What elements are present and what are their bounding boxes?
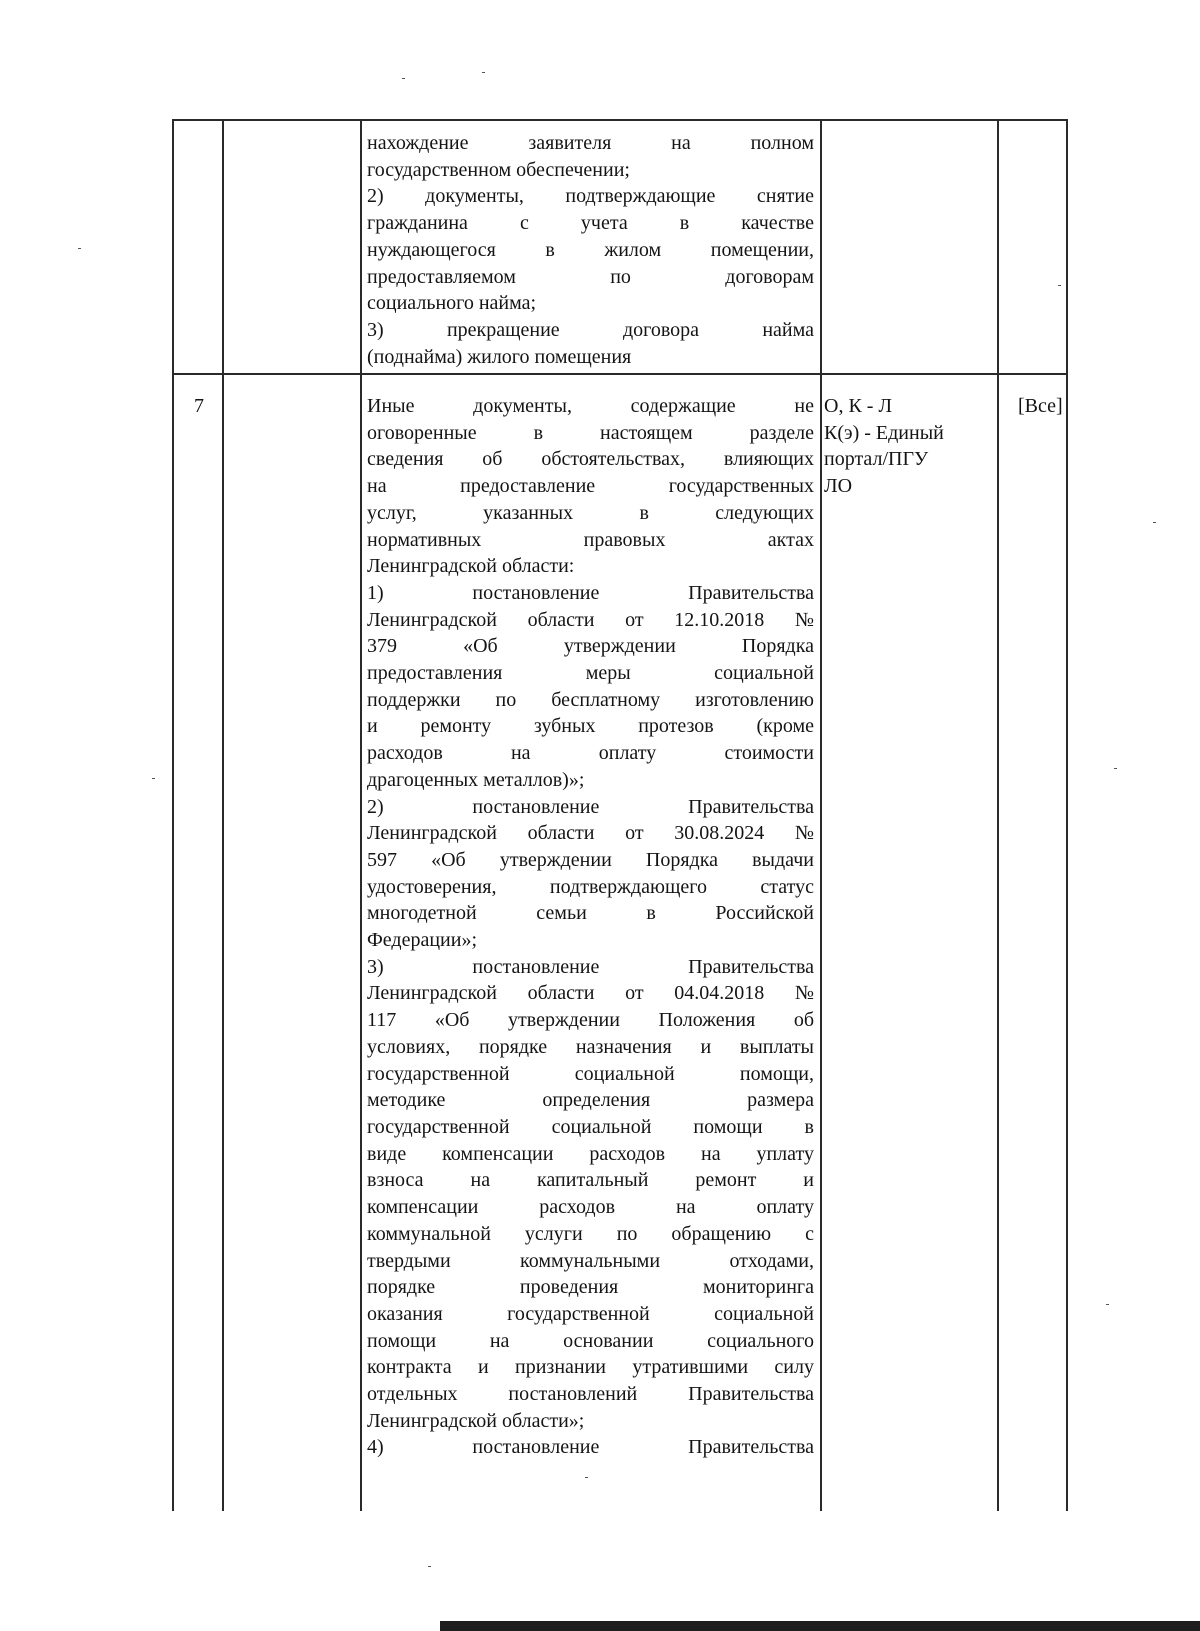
text-line: и ремонту зубных протезов (кроме: [367, 715, 814, 738]
text-line: Ленинградской области от 04.04.2018 №: [367, 982, 814, 1005]
scan-edge-bar: [440, 1621, 1200, 1631]
text-line: 2) постановление Правительства: [367, 795, 814, 818]
scan-speck: [1153, 522, 1156, 523]
row-divider: [172, 373, 1068, 375]
text-line: 3) постановление Правительства: [367, 955, 814, 978]
category-cell: [Все]: [1018, 395, 1063, 417]
table-left-border: [172, 119, 174, 1511]
text-line: 3) прекращение договора найма: [367, 318, 814, 341]
text-line: гражданина с учета в качестве: [367, 212, 814, 235]
text-line: поддержки по бесплатному изготовлению: [367, 688, 814, 711]
text-line: Ленинградской области:: [367, 555, 575, 578]
form-line: портал/ПГУ: [824, 448, 929, 471]
text-line: предоставляемом по договорам: [367, 265, 814, 288]
text-line: государственном обеспечении;: [367, 158, 630, 181]
text-line: нуждающегося в жилом помещении,: [367, 238, 814, 261]
text-line: Ленинградской области от 12.10.2018 №: [367, 608, 814, 631]
scan-speck: [78, 248, 81, 249]
text-line: Федерации»;: [367, 929, 478, 952]
scan-speck: [1058, 285, 1061, 286]
text-line: помощи на основании социального: [367, 1329, 814, 1352]
table-right-border: [1066, 119, 1068, 1511]
text-line: нормативных правовых актах: [367, 528, 814, 551]
scan-speck: [1106, 1304, 1109, 1305]
text-line: твердыми коммунальными отходами,: [367, 1249, 814, 1272]
continued-row-text: [367, 130, 814, 370]
text-line: драгоценных металлов)»;: [367, 768, 585, 791]
form-line: О, К - Л: [824, 395, 893, 417]
text-line: Иные документы, содержащие не: [367, 395, 814, 417]
text-line: удостоверения, подтверждающего статус: [367, 875, 814, 898]
scan-speck: [428, 1566, 431, 1567]
text-line: многодетной семьи в Российской: [367, 902, 814, 925]
scan-speck: [1114, 768, 1117, 769]
text-line: условиях, порядке назначения и выплаты: [367, 1035, 814, 1058]
scan-speck: [402, 78, 405, 79]
text-line: отдельных постановлений Правительства: [367, 1383, 814, 1406]
text-line: 2) документы, подтверждающие снятие: [367, 185, 814, 208]
text-line: государственной социальной помощи,: [367, 1062, 814, 1085]
text-line: 4) постановление Правительства: [367, 1436, 814, 1459]
form-line: К(э) - Единый: [824, 421, 944, 444]
column-divider-1: [222, 119, 224, 1511]
text-line: коммунальной услуги по обращению с: [367, 1222, 814, 1245]
text-line: социального найма;: [367, 292, 537, 315]
text-line: государственной социальной помощи в: [367, 1115, 814, 1138]
text-line: услуг, указанных в следующих: [367, 501, 814, 524]
form-line: ЛО: [824, 475, 853, 498]
text-line: порядке проведения мониторинга: [367, 1276, 814, 1299]
text-line: сведения об обстоятельствах, влияющих: [367, 448, 814, 471]
column-divider-4: [997, 119, 999, 1511]
table-top-border: [172, 119, 1068, 121]
text-line: предоставления меры социальной: [367, 662, 814, 685]
text-line: 1) постановление Правительства: [367, 581, 814, 604]
scan-speck: [482, 72, 485, 73]
text-line: взноса на капитальный ремонт и: [367, 1169, 814, 1192]
text-line: Ленинградской области»;: [367, 1409, 585, 1432]
text-line: виде компенсации расходов на уплату: [367, 1142, 814, 1165]
scan-speck: [585, 1477, 588, 1478]
text-line: на предоставление государственных: [367, 475, 814, 498]
text-line: 117 «Об утверждении Положения об: [367, 1009, 814, 1032]
text-line: Ленинградской области от 30.08.2024 №: [367, 822, 814, 845]
text-line: нахождение заявителя на полном: [367, 132, 814, 154]
scan-speck: [152, 778, 155, 779]
text-line: методике определения размера: [367, 1089, 814, 1112]
text-line: расходов на оплату стоимости: [367, 742, 814, 765]
submission-form-cell: [824, 393, 996, 500]
text-line: 379 «Об утверждении Порядка: [367, 635, 814, 658]
text-line: контракта и признании утратившими силу: [367, 1356, 814, 1379]
text-line: (поднайма) жилого помещения: [367, 345, 632, 368]
text-line: оговоренные в настоящем разделе: [367, 421, 814, 444]
row-number: 7: [194, 395, 204, 417]
text-line: оказания государственной социальной: [367, 1302, 814, 1325]
column-divider-3: [820, 119, 822, 1511]
text-line: компенсации расходов на оплату: [367, 1196, 814, 1219]
text-line: 597 «Об утверждении Порядка выдачи: [367, 848, 814, 871]
column-divider-2: [360, 119, 362, 1511]
row-7-text: [367, 393, 814, 1461]
